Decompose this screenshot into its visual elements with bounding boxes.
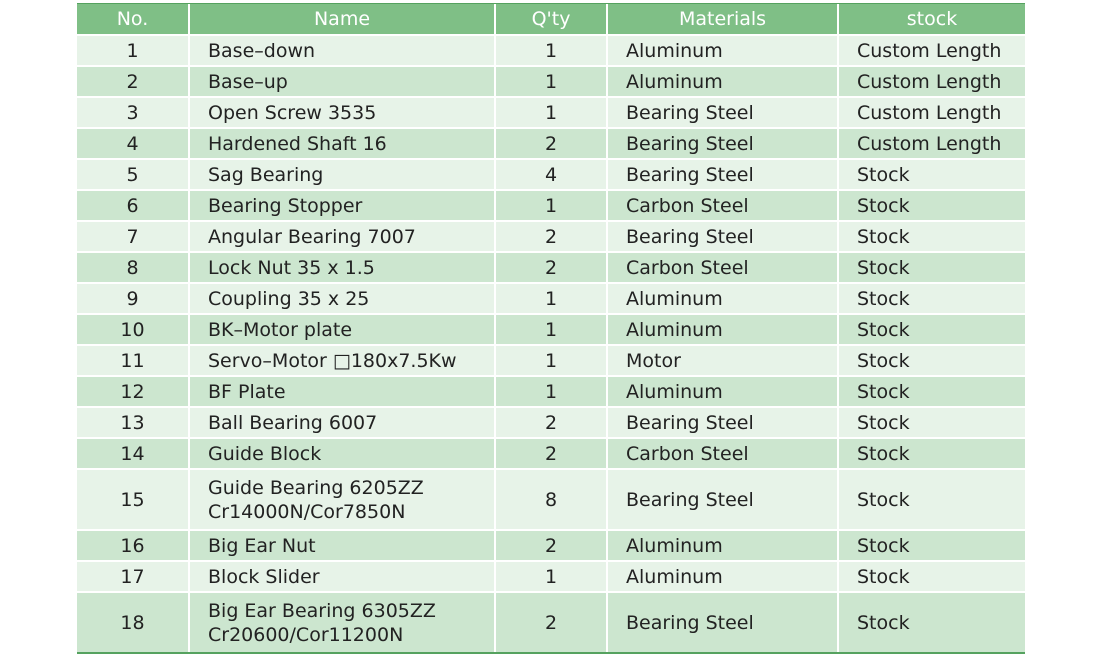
cell-name bbox=[189, 561, 495, 592]
cell-qty: 2 bbox=[495, 252, 607, 283]
cell-material: Aluminum bbox=[607, 66, 838, 97]
cell-material: Bearing Steel bbox=[607, 97, 838, 128]
name-line: Cr14000N/Cor7850N bbox=[208, 500, 406, 523]
cell-name bbox=[189, 407, 495, 438]
cell-stock: Stock bbox=[838, 530, 1025, 561]
table-header bbox=[77, 4, 1025, 35]
cell-qty: 1 bbox=[495, 66, 607, 97]
cell-no: 18 bbox=[77, 592, 189, 652]
cell-material: Carbon Steel bbox=[607, 438, 838, 469]
cell-name bbox=[189, 252, 495, 283]
cell-stock: Stock bbox=[838, 561, 1025, 592]
cell-qty: 4 bbox=[495, 159, 607, 190]
table-row bbox=[77, 592, 1025, 652]
name-line: Hardened Shaft 16 bbox=[208, 132, 387, 155]
cell-name bbox=[189, 530, 495, 561]
name-line: Guide Bearing 6205ZZ bbox=[208, 476, 424, 499]
cell-material: Aluminum bbox=[607, 283, 838, 314]
name-line: Big Ear Bearing 6305ZZ bbox=[208, 599, 436, 622]
table-row bbox=[77, 221, 1025, 252]
name-line: Big Ear Nut bbox=[208, 534, 316, 557]
name-line: Cr20600/Cor11200N bbox=[208, 623, 404, 646]
name-line: BF Plate bbox=[208, 380, 286, 403]
cell-no: 8 bbox=[77, 252, 189, 283]
cell-qty: 1 bbox=[495, 561, 607, 592]
cell-qty: 1 bbox=[495, 283, 607, 314]
cell-stock: Stock bbox=[838, 283, 1025, 314]
cell-stock: Stock bbox=[838, 438, 1025, 469]
cell-no: 10 bbox=[77, 314, 189, 345]
cell-qty: 1 bbox=[495, 345, 607, 376]
table-row bbox=[77, 97, 1025, 128]
cell-name bbox=[189, 35, 495, 66]
cell-qty: 1 bbox=[495, 314, 607, 345]
header-stock: stock bbox=[838, 4, 1025, 35]
cell-name bbox=[189, 66, 495, 97]
cell-material: Motor bbox=[607, 345, 838, 376]
cell-no: 15 bbox=[77, 469, 189, 530]
cell-qty: 1 bbox=[495, 97, 607, 128]
cell-name bbox=[189, 592, 495, 652]
cell-no: 4 bbox=[77, 128, 189, 159]
table-row bbox=[77, 283, 1025, 314]
cell-qty: 1 bbox=[495, 376, 607, 407]
header-qty: Q'ty bbox=[495, 4, 607, 35]
header-no: No. bbox=[77, 4, 189, 35]
cell-stock: Custom Length bbox=[838, 128, 1025, 159]
cell-material: Aluminum bbox=[607, 314, 838, 345]
cell-no: 1 bbox=[77, 35, 189, 66]
cell-material: Aluminum bbox=[607, 530, 838, 561]
name-line: Open Screw 3535 bbox=[208, 101, 377, 124]
cell-stock: Stock bbox=[838, 407, 1025, 438]
header-name: Name bbox=[189, 4, 495, 35]
cell-stock: Stock bbox=[838, 469, 1025, 530]
name-line: Coupling 35 x 25 bbox=[208, 287, 370, 310]
name-line: Lock Nut 35 x 1.5 bbox=[208, 256, 375, 279]
bottom-rule bbox=[77, 652, 1025, 654]
table-row bbox=[77, 66, 1025, 97]
cell-name bbox=[189, 128, 495, 159]
cell-qty: 2 bbox=[495, 128, 607, 159]
cell-name bbox=[189, 221, 495, 252]
cell-name bbox=[189, 376, 495, 407]
cell-material: Bearing Steel bbox=[607, 407, 838, 438]
header-row bbox=[77, 4, 1025, 35]
cell-material: Bearing Steel bbox=[607, 159, 838, 190]
cell-material: Aluminum bbox=[607, 35, 838, 66]
name-line: Ball Bearing 6007 bbox=[208, 411, 378, 434]
cell-qty: 2 bbox=[495, 592, 607, 652]
table-row bbox=[77, 561, 1025, 592]
name-line: BK–Motor plate bbox=[208, 318, 353, 341]
header-materials: Materials bbox=[607, 4, 838, 35]
table-row bbox=[77, 314, 1025, 345]
cell-name bbox=[189, 469, 495, 530]
cell-material: Carbon Steel bbox=[607, 252, 838, 283]
cell-name bbox=[189, 438, 495, 469]
cell-stock: Stock bbox=[838, 345, 1025, 376]
cell-no: 13 bbox=[77, 407, 189, 438]
cell-qty: 1 bbox=[495, 190, 607, 221]
name-line: Angular Bearing 7007 bbox=[208, 225, 416, 248]
parts-table bbox=[77, 4, 1025, 652]
cell-material: Bearing Steel bbox=[607, 592, 838, 652]
cell-no: 16 bbox=[77, 530, 189, 561]
table-row bbox=[77, 345, 1025, 376]
name-line: Servo–Motor □180x7.5Kw bbox=[208, 349, 457, 372]
cell-material: Carbon Steel bbox=[607, 190, 838, 221]
table-row bbox=[77, 35, 1025, 66]
name-line: Guide Block bbox=[208, 442, 322, 465]
table-row bbox=[77, 252, 1025, 283]
cell-stock: Stock bbox=[838, 376, 1025, 407]
cell-name bbox=[189, 190, 495, 221]
cell-qty: 2 bbox=[495, 407, 607, 438]
name-line: Sag Bearing bbox=[208, 163, 324, 186]
name-line: Block Slider bbox=[208, 565, 320, 588]
cell-stock: Custom Length bbox=[838, 35, 1025, 66]
table-row bbox=[77, 407, 1025, 438]
cell-material: Bearing Steel bbox=[607, 128, 838, 159]
cell-stock: Custom Length bbox=[838, 97, 1025, 128]
cell-no: 9 bbox=[77, 283, 189, 314]
table-row bbox=[77, 128, 1025, 159]
table-row bbox=[77, 469, 1025, 530]
name-line: Base–down bbox=[208, 39, 316, 62]
cell-qty: 2 bbox=[495, 438, 607, 469]
cell-name bbox=[189, 283, 495, 314]
name-line: Base–up bbox=[208, 70, 288, 93]
cell-stock: Stock bbox=[838, 314, 1025, 345]
cell-no: 5 bbox=[77, 159, 189, 190]
cell-no: 11 bbox=[77, 345, 189, 376]
cell-stock: Stock bbox=[838, 221, 1025, 252]
cell-name bbox=[189, 345, 495, 376]
table-body bbox=[77, 35, 1025, 652]
table-row bbox=[77, 159, 1025, 190]
table-row bbox=[77, 376, 1025, 407]
cell-no: 6 bbox=[77, 190, 189, 221]
cell-stock: Stock bbox=[838, 190, 1025, 221]
cell-material: Aluminum bbox=[607, 561, 838, 592]
cell-material: Aluminum bbox=[607, 376, 838, 407]
cell-no: 2 bbox=[77, 66, 189, 97]
cell-no: 17 bbox=[77, 561, 189, 592]
cell-name bbox=[189, 314, 495, 345]
cell-qty: 1 bbox=[495, 35, 607, 66]
cell-name bbox=[189, 159, 495, 190]
cell-material: Bearing Steel bbox=[607, 469, 838, 530]
cell-no: 3 bbox=[77, 97, 189, 128]
cell-qty: 8 bbox=[495, 469, 607, 530]
cell-stock: Custom Length bbox=[838, 66, 1025, 97]
name-line: Bearing Stopper bbox=[208, 194, 363, 217]
cell-no: 12 bbox=[77, 376, 189, 407]
cell-no: 14 bbox=[77, 438, 189, 469]
cell-qty: 2 bbox=[495, 530, 607, 561]
table-row bbox=[77, 438, 1025, 469]
cell-material: Bearing Steel bbox=[607, 221, 838, 252]
table-row bbox=[77, 530, 1025, 561]
cell-qty: 2 bbox=[495, 221, 607, 252]
cell-stock: Stock bbox=[838, 252, 1025, 283]
table-row bbox=[77, 190, 1025, 221]
cell-stock: Stock bbox=[838, 159, 1025, 190]
cell-stock: Stock bbox=[838, 592, 1025, 652]
cell-no: 7 bbox=[77, 221, 189, 252]
cell-name bbox=[189, 97, 495, 128]
